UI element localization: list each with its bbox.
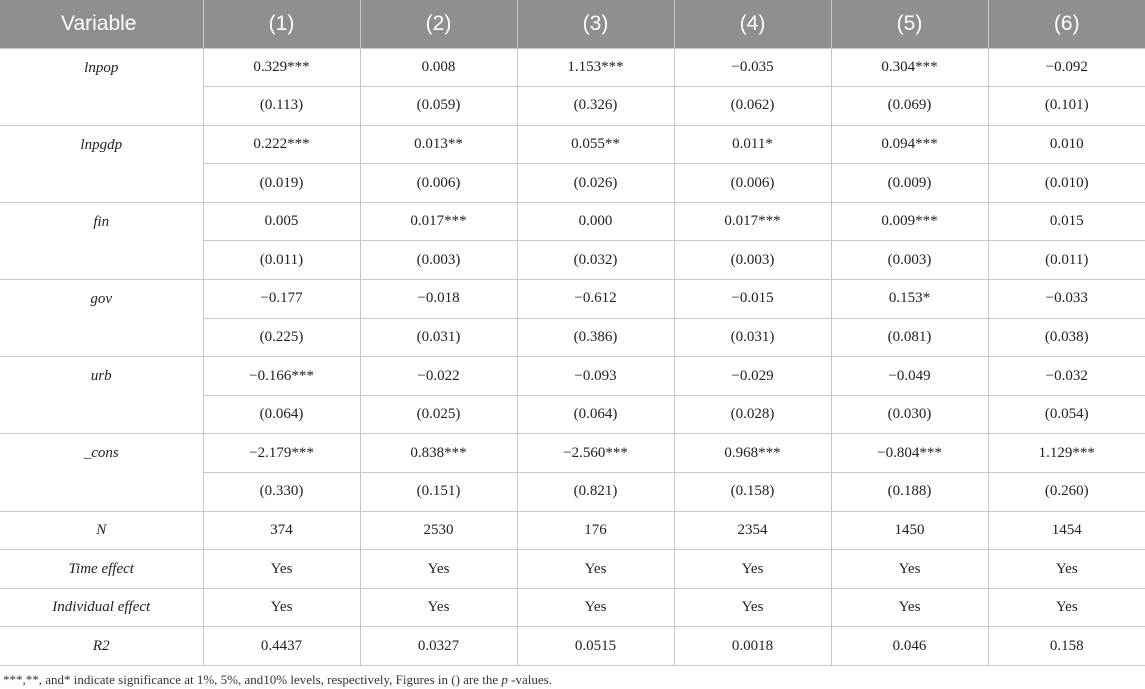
stat-row	[0, 511, 1145, 550]
std-error-cell: (0.158)	[674, 473, 831, 512]
std-error-cell: (0.030)	[831, 395, 988, 434]
stat-value-cell: Yes	[988, 588, 1145, 627]
stat-value-cell: 2530	[360, 511, 517, 550]
variable-name: urb	[0, 357, 203, 434]
coefficient-cell: 0.011*	[674, 125, 831, 164]
header-col-2: (2)	[360, 0, 517, 48]
coefficient-cell: 0.017***	[674, 202, 831, 241]
std-error-cell: (0.330)	[203, 473, 360, 512]
coefficient-cell: 0.015	[988, 202, 1145, 241]
stat-value-cell: 0.0515	[517, 627, 674, 666]
note-text-end: -values.	[507, 672, 552, 687]
std-error-cell: (0.062)	[674, 87, 831, 126]
stat-row	[0, 627, 1145, 666]
coefficient-cell: 1.153***	[517, 48, 674, 87]
stat-label: R2	[0, 627, 203, 666]
table-header	[0, 0, 1145, 48]
stat-value-cell: 0.4437	[203, 627, 360, 666]
coef-row	[0, 434, 1145, 473]
std-error-cell: (0.069)	[831, 87, 988, 126]
std-error-cell: (0.101)	[988, 87, 1145, 126]
variable-name: lnpop	[0, 48, 203, 125]
coefficient-cell: −0.177	[203, 280, 360, 319]
coef-row	[0, 357, 1145, 396]
stat-value-cell: Yes	[517, 588, 674, 627]
std-error-cell: (0.059)	[360, 87, 517, 126]
stat-label: Individual effect	[0, 588, 203, 627]
std-error-cell: (0.003)	[674, 241, 831, 280]
stat-row	[0, 550, 1145, 589]
std-error-cell: (0.113)	[203, 87, 360, 126]
coefficient-cell: −0.033	[988, 280, 1145, 319]
coefficient-cell: −2.560***	[517, 434, 674, 473]
stat-value-cell: 2354	[674, 511, 831, 550]
coefficient-cell: 0.055**	[517, 125, 674, 164]
header-variable: Variable	[0, 0, 203, 48]
coefficient-cell: 0.008	[360, 48, 517, 87]
std-error-cell: (0.064)	[203, 395, 360, 434]
stat-value-cell: Yes	[203, 550, 360, 589]
stat-value-cell: 0.046	[831, 627, 988, 666]
coef-row	[0, 48, 1145, 87]
coefficient-cell: 0.013**	[360, 125, 517, 164]
stat-label: N	[0, 511, 203, 550]
std-error-cell: (0.003)	[360, 241, 517, 280]
coefficient-cell: 0.010	[988, 125, 1145, 164]
std-error-cell: (0.003)	[831, 241, 988, 280]
std-error-cell: (0.031)	[674, 318, 831, 357]
coefficient-cell: −0.612	[517, 280, 674, 319]
stat-value-cell: 0.158	[988, 627, 1145, 666]
variable-name: _cons	[0, 434, 203, 511]
coefficient-cell: 0.153*	[831, 280, 988, 319]
header-col-3: (3)	[517, 0, 674, 48]
std-error-cell: (0.064)	[517, 395, 674, 434]
note-p-symbol: p	[501, 672, 508, 687]
coefficient-cell: 0.838***	[360, 434, 517, 473]
std-error-cell: (0.026)	[517, 164, 674, 203]
std-error-cell: (0.821)	[517, 473, 674, 512]
coef-row	[0, 125, 1145, 164]
coefficient-cell: −0.015	[674, 280, 831, 319]
std-error-cell: (0.188)	[831, 473, 988, 512]
coefficient-cell: 0.222***	[203, 125, 360, 164]
coefficient-cell: −0.092	[988, 48, 1145, 87]
coefficient-cell: −0.804***	[831, 434, 988, 473]
coef-row	[0, 202, 1145, 241]
stat-value-cell: Yes	[360, 588, 517, 627]
stat-value-cell: Yes	[831, 588, 988, 627]
header-col-6: (6)	[988, 0, 1145, 48]
variable-name: gov	[0, 280, 203, 357]
coefficient-cell: 0.329***	[203, 48, 360, 87]
stat-label: Time effect	[0, 550, 203, 589]
std-error-cell: (0.019)	[203, 164, 360, 203]
coefficient-cell: 1.129***	[988, 434, 1145, 473]
std-error-cell: (0.009)	[831, 164, 988, 203]
stat-value-cell: Yes	[988, 550, 1145, 589]
std-error-cell: (0.028)	[674, 395, 831, 434]
stat-value-cell: Yes	[674, 588, 831, 627]
std-error-cell: (0.010)	[988, 164, 1145, 203]
std-error-cell: (0.032)	[517, 241, 674, 280]
stat-value-cell: Yes	[360, 550, 517, 589]
std-error-cell: (0.326)	[517, 87, 674, 126]
table-body	[0, 48, 1145, 666]
std-error-cell: (0.081)	[831, 318, 988, 357]
coefficient-cell: −0.022	[360, 357, 517, 396]
coefficient-cell: −0.029	[674, 357, 831, 396]
stat-value-cell: Yes	[674, 550, 831, 589]
header-col-1: (1)	[203, 0, 360, 48]
std-error-cell: (0.054)	[988, 395, 1145, 434]
std-error-cell: (0.038)	[988, 318, 1145, 357]
stat-value-cell: 1454	[988, 511, 1145, 550]
coefficient-cell: −2.179***	[203, 434, 360, 473]
stat-value-cell: 176	[517, 511, 674, 550]
std-error-cell: (0.151)	[360, 473, 517, 512]
std-error-cell: (0.225)	[203, 318, 360, 357]
std-error-cell: (0.025)	[360, 395, 517, 434]
coefficient-cell: −0.049	[831, 357, 988, 396]
coef-row	[0, 280, 1145, 319]
std-error-cell: (0.011)	[203, 241, 360, 280]
std-error-cell: (0.031)	[360, 318, 517, 357]
stat-value-cell: Yes	[203, 588, 360, 627]
stat-value-cell: 0.0018	[674, 627, 831, 666]
stat-value-cell: 374	[203, 511, 360, 550]
stat-value-cell: Yes	[517, 550, 674, 589]
coefficient-cell: 0.094***	[831, 125, 988, 164]
coefficient-cell: −0.093	[517, 357, 674, 396]
coefficient-cell: 0.000	[517, 202, 674, 241]
coefficient-cell: −0.018	[360, 280, 517, 319]
stat-row	[0, 588, 1145, 627]
stat-value-cell: 1450	[831, 511, 988, 550]
variable-name: lnpgdp	[0, 125, 203, 202]
table-note	[3, 672, 552, 688]
coefficient-cell: 0.968***	[674, 434, 831, 473]
std-error-cell: (0.011)	[988, 241, 1145, 280]
coefficient-cell: −0.166***	[203, 357, 360, 396]
stat-value-cell: 0.0327	[360, 627, 517, 666]
note-text: ***,**, and* indicate significance at 1%, 5%, and10% levels, respectively, Figures in () are the	[3, 672, 502, 687]
variable-name: fin	[0, 202, 203, 279]
coefficient-cell: −0.032	[988, 357, 1145, 396]
std-error-cell: (0.006)	[674, 164, 831, 203]
stat-value-cell: Yes	[831, 550, 988, 589]
coefficient-cell: 0.005	[203, 202, 360, 241]
coefficient-cell: 0.017***	[360, 202, 517, 241]
header-row	[0, 0, 1145, 48]
std-error-cell: (0.386)	[517, 318, 674, 357]
std-error-cell: (0.006)	[360, 164, 517, 203]
coefficient-cell: −0.035	[674, 48, 831, 87]
coefficient-cell: 0.009***	[831, 202, 988, 241]
header-col-5: (5)	[831, 0, 988, 48]
header-col-4: (4)	[674, 0, 831, 48]
std-error-cell: (0.260)	[988, 473, 1145, 512]
coefficient-cell: 0.304***	[831, 48, 988, 87]
